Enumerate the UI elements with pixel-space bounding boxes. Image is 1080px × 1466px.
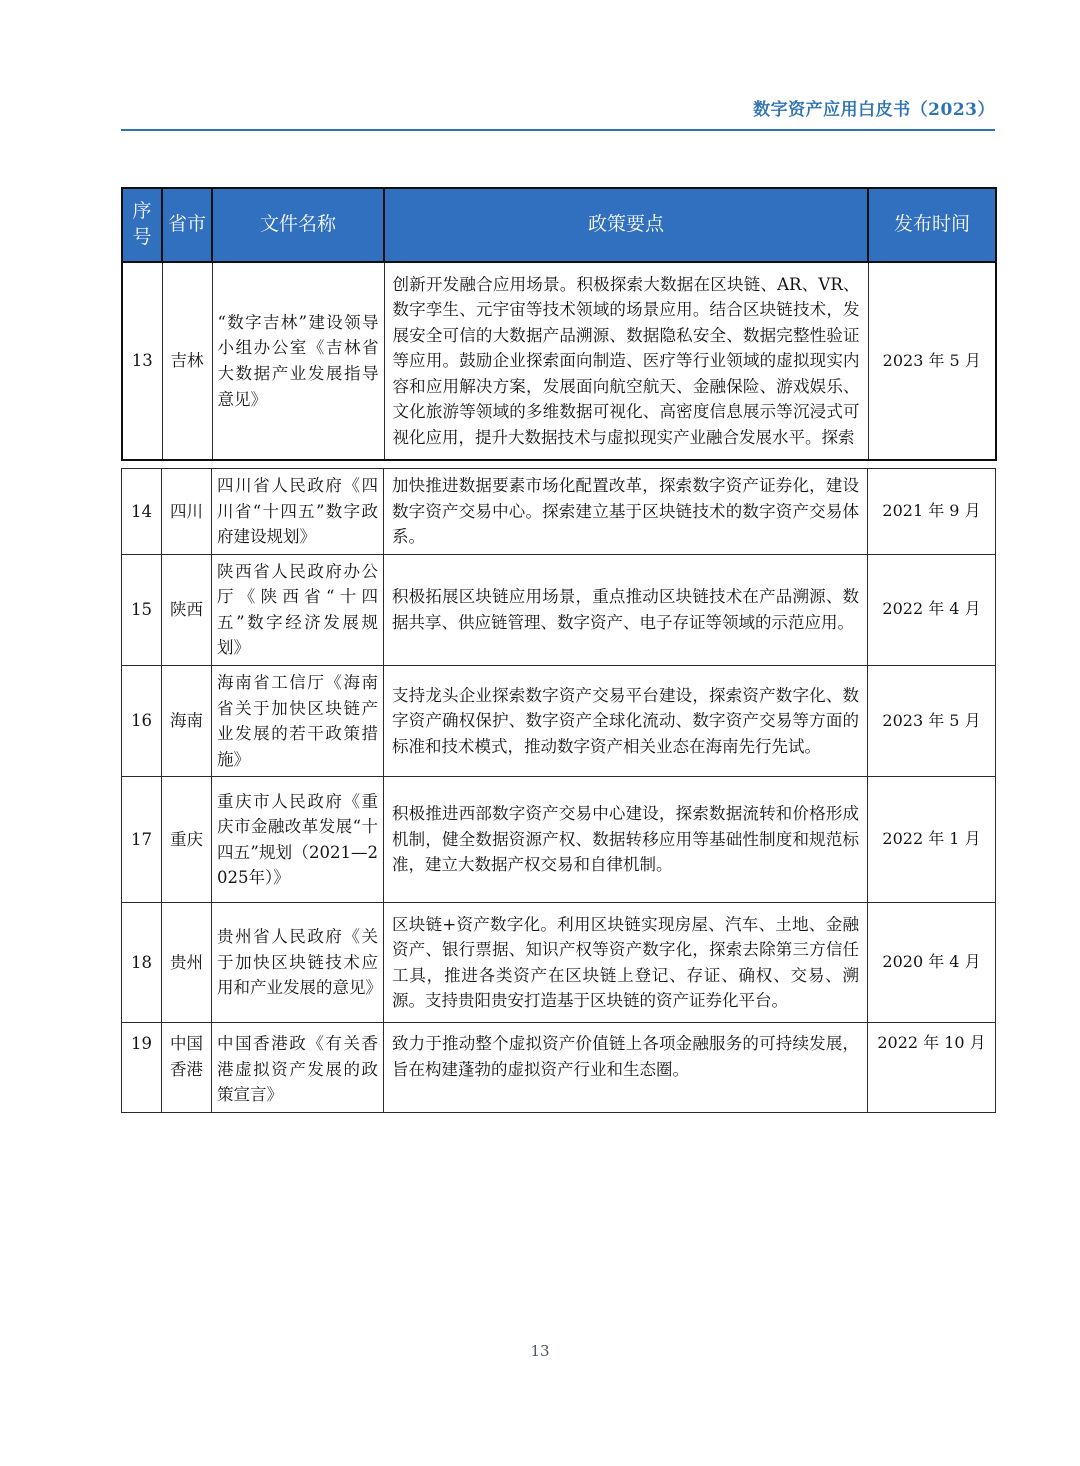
row-doc-name: 陕西省人民政府办公厅《陕西省“十四五”数字经济发展规划》: [212, 554, 384, 665]
document-header: [121, 95, 995, 131]
row-date: 2023 年 5 月: [868, 262, 996, 460]
policy-table-main: [121, 468, 996, 1113]
table-row: [122, 665, 996, 776]
row-province: 海南: [162, 665, 212, 776]
row-doc-name: 中国香港政《有关香港虚拟资产发展的政策宣言》: [212, 1023, 384, 1113]
row-policy: 支持龙头企业探索数字资产交易平台建设，探索资产数字化、数字资产确权保护、数字资产全球化流动、数字资产交易等方面的标准和技术模式，推动数字资产相关业态在海南先行先试。: [384, 665, 868, 776]
row-province: 中国香港: [162, 1023, 212, 1113]
row-date: 2022 年 1 月: [868, 777, 996, 903]
row-no: 14: [122, 469, 162, 555]
row-no: 18: [122, 903, 162, 1023]
col-header-province: 省市: [162, 188, 212, 262]
row-no: 16: [122, 665, 162, 776]
row-doc-name: 贵州省人民政府《关于加快区块链技术应用和产业发展的意见》: [212, 903, 384, 1023]
row-date: 2021 年 9 月: [868, 469, 996, 555]
header-title: 数字资产应用白皮书（2023）: [753, 100, 995, 120]
row-doc-name: 重庆市人民政府《重庆市金融改革发展“十四五”规划（2021—2025年）》: [212, 777, 384, 903]
row-province: 贵州: [162, 903, 212, 1023]
table-row: [122, 903, 996, 1023]
row-doc-name: 四川省人民政府《四川省“十四五”数字政府建设规划》: [212, 469, 384, 555]
row-doc-name: 海南省工信厅《海南省关于加快区块链产业发展的若干政策措施》: [212, 665, 384, 776]
row-date: 2020 年 4 月: [868, 903, 996, 1023]
row-province: 陕西: [162, 554, 212, 665]
col-header-doc: 文件名称: [212, 188, 384, 262]
row-province: 吉林: [162, 262, 212, 460]
table-header-row: [122, 188, 996, 262]
table-row: [122, 777, 996, 903]
row-policy: 创新开发融合应用场景。积极探索大数据在区块链、AR、VR、数字孪生、元宇宙等技术领域的场景应用。结合区块链技术，发展安全可信的大数据产品溯源、数据隐私安全、数据完整性验证等应用。鼓励企业探索面向制造、医疗等行业领域的虚拟现实内容和应用解决方案，发展面向航空航天、金融保险、游戏娱乐、文化旅游等领域的多维数据可视化、高密度信息展示等沉浸式可视化应用，提升大数据技术与虚拟现实产业融合发展水平。探索: [384, 262, 868, 460]
table-row: [122, 554, 996, 665]
row-province: 四川: [162, 469, 212, 555]
page-number: 13: [530, 1342, 550, 1360]
row-date: 2022 年 4 月: [868, 554, 996, 665]
row-doc-name: “数字吉林”建设领导小组办公室《吉林省大数据产业发展指导意见》: [212, 262, 384, 460]
table-row: [122, 469, 996, 555]
row-policy: 积极推进西部数字资产交易中心建设，探索数据流转和价格形成机制，健全数据资源产权、数据转移应用等基础性制度和规范标准，建立大数据产权交易和自律机制。: [384, 777, 868, 903]
row-date: 2022 年 10 月: [868, 1023, 996, 1113]
policy-table-continued: [121, 187, 997, 461]
table-row: [122, 1023, 996, 1113]
row-policy: 区块链+资产数字化。利用区块链实现房屋、汽车、土地、金融资产、银行票据、知识产权等资产数字化，探索去除第三方信任工具，推进各类资产在区块链上登记、存证、确权、交易、溯源。支持贵阳贵安打造基于区块链的资产证券化平台。: [384, 903, 868, 1023]
col-header-date: 发布时间: [868, 188, 996, 262]
row-no: 19: [122, 1023, 162, 1113]
row-date: 2023 年 5 月: [868, 665, 996, 776]
row-no: 15: [122, 554, 162, 665]
row-province: 重庆: [162, 777, 212, 903]
row-no: 13: [122, 262, 162, 460]
row-policy: 积极拓展区块链应用场景，重点推动区块链技术在产品溯源、数据共享、供应链管理、数字资产、电子存证等领域的示范应用。: [384, 554, 868, 665]
header-rule: [121, 129, 995, 131]
col-header-policy: 政策要点: [384, 188, 868, 262]
row-policy: 致力于推动整个虚拟资产价值链上各项金融服务的可持续发展，旨在构建蓬勃的虚拟资产行业和生态圈。: [384, 1023, 868, 1113]
row-policy: 加快推进数据要素市场化配置改革，探索数字资产证券化，建设数字资产交易中心。探索建立基于区块链技术的数字资产交易体系。: [384, 469, 868, 555]
col-header-no: 序号: [122, 188, 162, 262]
table-row: [122, 262, 996, 460]
row-no: 17: [122, 777, 162, 903]
